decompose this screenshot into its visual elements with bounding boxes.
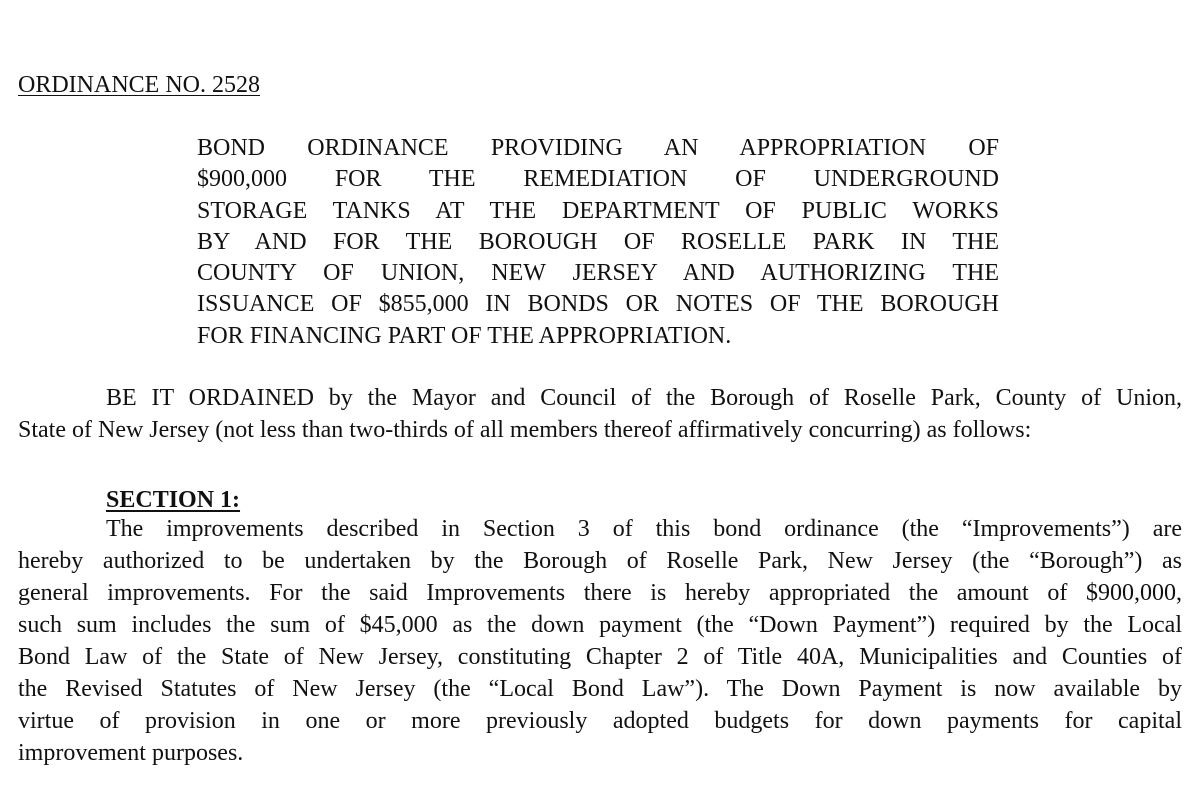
paragraph-line: the Revised Statutes of New Jersey (the “Local Bond Law”). The Down Payment is now available by: [18, 676, 1182, 702]
paragraph-line: virtue of provision in one or more previously adopted budgets for down payments for capital: [18, 708, 1182, 734]
title-line: ISSUANCE OF $855,000 IN BONDS OR NOTES OF THE BOROUGH: [197, 291, 999, 318]
paragraph-line: such sum includes the sum of $45,000 as the down payment (the “Down Payment”) required by the Local: [18, 612, 1182, 638]
title-line: $900,000 FOR THE REMEDIATION OF UNDERGROUND: [197, 166, 999, 193]
paragraph-line: improvement purposes.: [18, 740, 244, 766]
paragraph-line: The improvements described in Section 3 of this bond ordinance (the “Improvements”) are: [106, 516, 1182, 542]
paragraph-line: Bond Law of the State of New Jersey, constituting Chapter 2 of Title 40A, Municipalities and Counties of: [18, 644, 1182, 670]
ordained-paragraph: [18, 382, 1182, 446]
paragraph-line: hereby authorized to be undertaken by the Borough of Roselle Park, New Jersey (the “Borough”) as: [18, 548, 1182, 574]
ordinance-number: ORDINANCE NO. 2528: [18, 72, 260, 98]
title-line: FOR FINANCING PART OF THE APPROPRIATION.: [197, 322, 732, 349]
ordinance-title: [197, 133, 999, 352]
title-line: BOND ORDINANCE PROVIDING AN APPROPRIATION OF: [197, 135, 999, 161]
section-1-body: [18, 513, 1182, 769]
paragraph-line: State of New Jersey (not less than two-thirds of all members thereof affirmatively concurring) as follows:: [18, 417, 1032, 443]
title-line: COUNTY OF UNION, NEW JERSEY AND AUTHORIZING THE: [197, 260, 999, 287]
paragraph-line: BE IT ORDAINED by the Mayor and Council of the Borough of Roselle Park, County of Union,: [106, 385, 1182, 411]
paragraph-line: general improvements. For the said Improvements there is hereby appropriated the amount of $900,000,: [18, 580, 1182, 606]
section-1-heading: SECTION 1:: [106, 487, 241, 513]
title-line: STORAGE TANKS AT THE DEPARTMENT OF PUBLIC WORKS: [197, 197, 999, 224]
title-line: BY AND FOR THE BOROUGH OF ROSELLE PARK IN THE: [197, 228, 999, 255]
